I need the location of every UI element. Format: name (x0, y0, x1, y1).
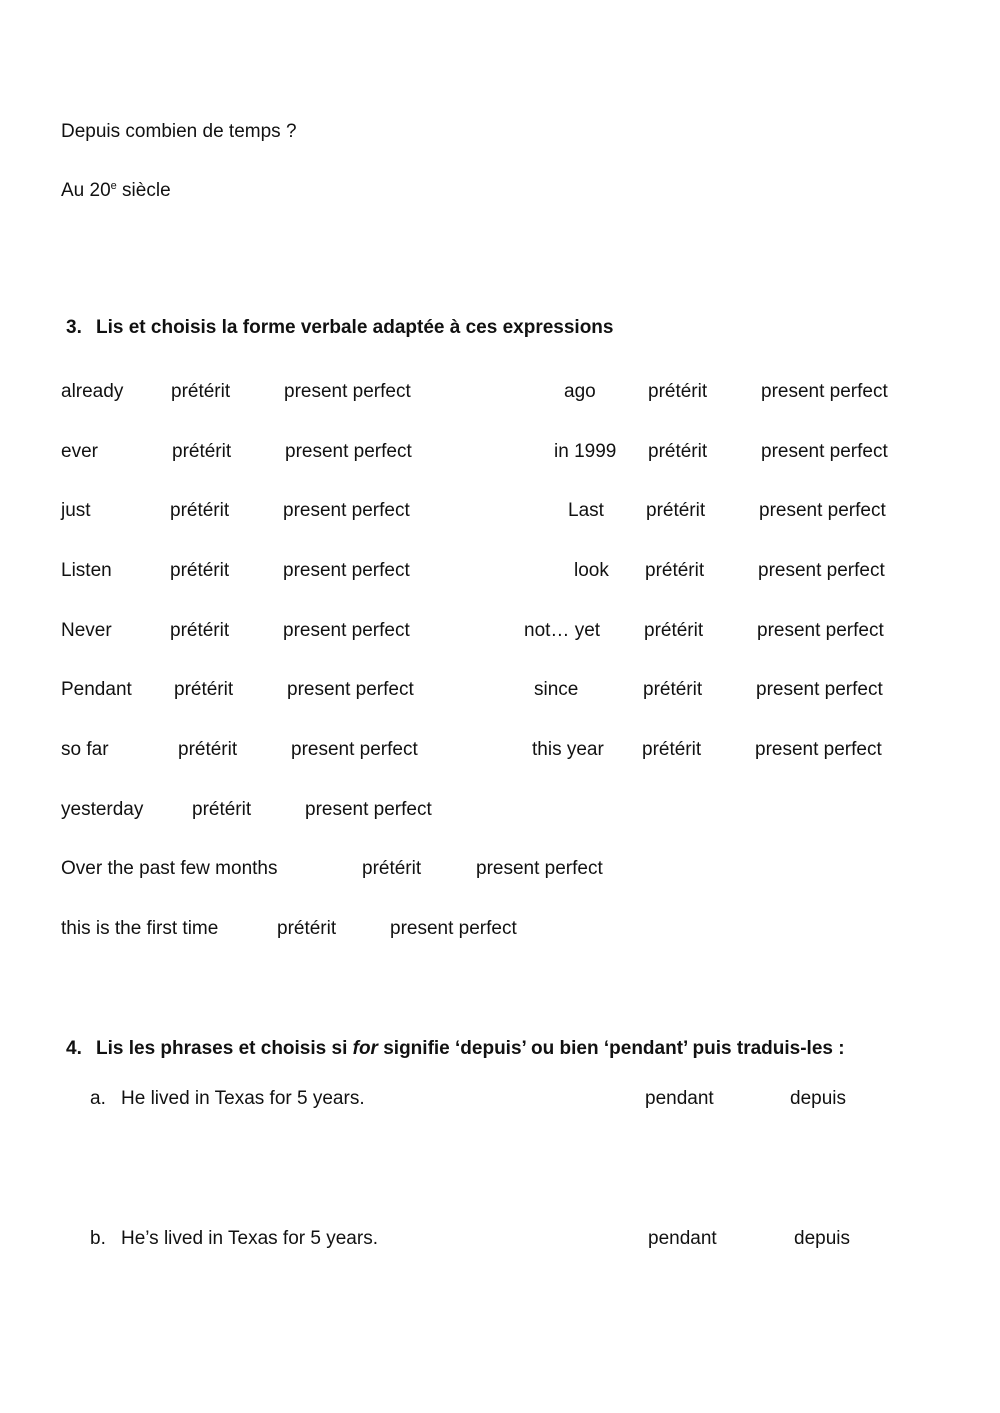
option-depuis[interactable]: depuis (790, 1088, 846, 1109)
option-preterit[interactable]: prétérit (642, 739, 702, 760)
expression-so-far: so far (61, 739, 109, 760)
century-superscript: e (110, 180, 117, 192)
option-preterit[interactable]: prétérit (192, 799, 252, 820)
expression-pendant: Pendant (61, 679, 132, 700)
option-preterit[interactable]: prétérit (170, 560, 230, 581)
option-present-perfect[interactable]: present perfect (476, 858, 603, 879)
option-present-perfect[interactable]: present perfect (283, 560, 410, 581)
expression-look: look (574, 560, 609, 581)
intro-century (61, 180, 171, 202)
section-3-number: 3. (66, 317, 82, 338)
expression-over-the-past-few-months: Over the past few months (61, 858, 278, 879)
option-present-perfect[interactable]: present perfect (759, 500, 886, 521)
option-depuis[interactable]: depuis (794, 1228, 850, 1249)
section-3-title: Lis et choisis la forme verbale adaptée à ces expressions (96, 317, 614, 338)
option-present-perfect[interactable]: present perfect (756, 679, 883, 700)
expression-never: Never (61, 620, 112, 641)
option-preterit[interactable]: prétérit (277, 918, 337, 939)
section-4-title-part2: signifie ‘depuis’ ou bien ‘pendant’ puis traduis-les : (377, 1038, 845, 1059)
option-preterit[interactable]: prétérit (178, 739, 238, 760)
section-4-number: 4. (66, 1038, 82, 1059)
option-preterit[interactable]: prétérit (643, 679, 703, 700)
expression-this-is-the-first-time: this is the first time (61, 918, 219, 939)
option-preterit[interactable]: prétérit (170, 500, 230, 521)
option-present-perfect[interactable]: present perfect (284, 381, 411, 402)
sentence-a-text: He lived in Texas for 5 years. (121, 1088, 365, 1109)
expression-ever: ever (61, 441, 98, 462)
option-present-perfect[interactable]: present perfect (305, 799, 432, 820)
option-present-perfect[interactable]: present perfect (758, 560, 885, 581)
century-suffix: siècle (116, 180, 171, 201)
option-pendant[interactable]: pendant (645, 1088, 714, 1109)
century-prefix: Au 20 (61, 180, 111, 201)
section-4-title-italic: for (352, 1038, 378, 1059)
expression-already: already (61, 381, 124, 402)
expression-in-1999: in 1999 (554, 441, 617, 462)
expression-last: Last (568, 500, 604, 521)
option-preterit[interactable]: prétérit (171, 381, 231, 402)
expression-yesterday: yesterday (61, 799, 144, 820)
option-pendant[interactable]: pendant (648, 1228, 717, 1249)
option-present-perfect[interactable]: present perfect (283, 500, 410, 521)
option-present-perfect[interactable]: present perfect (287, 679, 414, 700)
sentence-a-letter: a. (90, 1088, 106, 1109)
option-preterit[interactable]: prétérit (172, 441, 232, 462)
expression-not-yet: not… yet (524, 620, 601, 641)
intro-question: Depuis combien de temps ? (61, 121, 297, 142)
option-preterit[interactable]: prétérit (174, 679, 234, 700)
expression-ago: ago (564, 381, 596, 402)
section-4-title-part1: Lis les phrases et choisis si (96, 1038, 353, 1059)
option-preterit[interactable]: prétérit (362, 858, 422, 879)
sentence-b-text: He’s lived in Texas for 5 years. (121, 1228, 378, 1249)
option-present-perfect[interactable]: present perfect (291, 739, 418, 760)
option-preterit[interactable]: prétérit (648, 441, 708, 462)
option-preterit[interactable]: prétérit (170, 620, 230, 641)
option-present-perfect[interactable]: present perfect (283, 620, 410, 641)
option-present-perfect[interactable]: present perfect (390, 918, 517, 939)
option-present-perfect[interactable]: present perfect (757, 620, 884, 641)
sentence-b-letter: b. (90, 1228, 106, 1249)
expression-since: since (534, 679, 579, 700)
option-present-perfect[interactable]: present perfect (285, 441, 412, 462)
option-present-perfect[interactable]: present perfect (761, 441, 888, 462)
option-present-perfect[interactable]: present perfect (761, 381, 888, 402)
option-preterit[interactable]: prétérit (646, 500, 706, 521)
expression-this-year: this year (532, 739, 604, 760)
option-preterit[interactable]: prétérit (645, 560, 705, 581)
option-present-perfect[interactable]: present perfect (755, 739, 882, 760)
expression-just: just (61, 500, 91, 521)
section-4-title (96, 1038, 845, 1060)
option-preterit[interactable]: prétérit (644, 620, 704, 641)
option-preterit[interactable]: prétérit (648, 381, 708, 402)
expression-listen: Listen (61, 560, 112, 581)
